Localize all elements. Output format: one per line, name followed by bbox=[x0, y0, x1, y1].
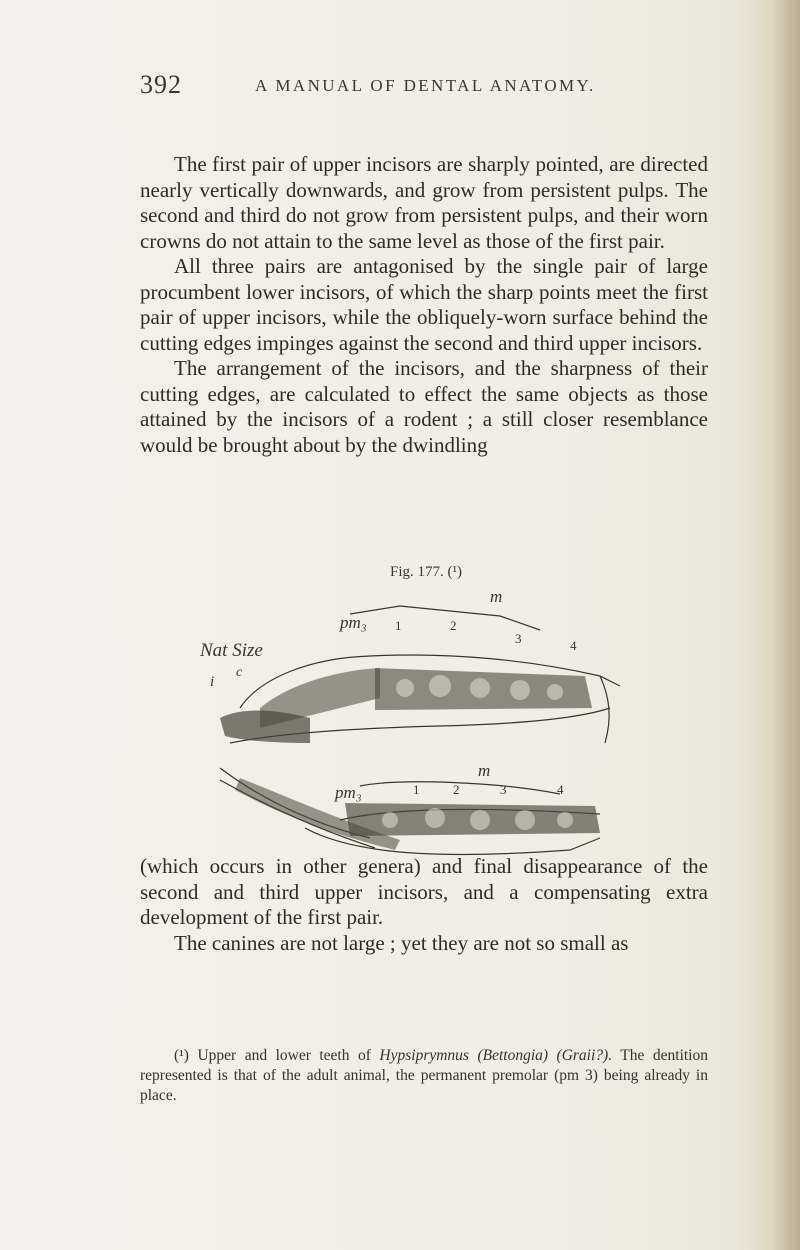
paragraph: The canines are not large ; yet they are not so small as bbox=[174, 930, 629, 955]
label-lower-2: 2 bbox=[453, 782, 460, 797]
upper-front-incisors bbox=[220, 711, 310, 744]
running-head: A MANUAL OF DENTAL ANATOMY. bbox=[255, 76, 596, 95]
label-upper-1: 1 bbox=[395, 618, 402, 633]
paragraph: (which occurs in other genera) and final disappearance of the second and third upper incisors, and a compensating extra development of the first pair. bbox=[140, 854, 708, 929]
body-text-after-figure bbox=[140, 854, 708, 956]
label-nat-size: Nat Size bbox=[200, 640, 263, 661]
label-upper-4: 4 bbox=[570, 638, 577, 653]
page-edge-shadow bbox=[754, 0, 800, 1250]
lower-brace-line bbox=[360, 782, 560, 794]
label-lower-1: 1 bbox=[413, 782, 420, 797]
figure-caption: Fig. 177. (¹) bbox=[390, 564, 462, 580]
paragraph: The arrangement of the incisors, and the sharpness of their cutting edges, are calculated to effect the same objects as those attained by the incisors of a rodent ; a still closer resemblance would be brought about by the dwindling bbox=[140, 356, 708, 457]
label-lower-pm: pm₃ bbox=[335, 783, 362, 802]
figure-177 bbox=[200, 558, 640, 858]
body-text-before-figure bbox=[140, 152, 708, 458]
label-upper-pm: pm₃ bbox=[340, 613, 367, 632]
label-lower-4: 4 bbox=[557, 782, 564, 797]
paragraph: All three pairs are antagonised by the single pair of large procumbent lower incisors, of which the sharp points meet the first pair of upper incisors, while the obliquely-worn surface behind the cutting edges impinges against the second and third upper incisors. bbox=[140, 254, 708, 355]
footnote-text-b: The dentition represented is that of the adult animal, the permanent premolar (pm 3) being already in place. bbox=[140, 1047, 708, 1104]
footnote bbox=[140, 1046, 708, 1106]
footnote-species: Hypsiprymnus (Bettongia) (Graii?). bbox=[379, 1047, 613, 1064]
upper-brace-line bbox=[350, 606, 540, 630]
label-lower-3: 3 bbox=[500, 782, 507, 797]
label-lower-m: m bbox=[478, 761, 491, 780]
footnote-paragraph bbox=[140, 1046, 708, 1106]
footnote-marker: (¹) bbox=[174, 1047, 189, 1064]
label-upper-2: 2 bbox=[450, 618, 457, 633]
page-number: 392 bbox=[140, 70, 182, 99]
label-c: c bbox=[236, 665, 243, 680]
page-header bbox=[140, 70, 700, 104]
paragraph: The first pair of upper incisors are sharply pointed, are directed nearly vertically downwards, and grow from persistent pulps. The second and third do not grow from persistent pulps, and their worn crowns do not attain to the same level as those of the first pair. bbox=[140, 152, 708, 253]
footnote-text-a: Upper and lower teeth of bbox=[197, 1047, 371, 1064]
label-upper-3: 3 bbox=[515, 631, 522, 646]
label-i: i bbox=[210, 674, 215, 690]
label-upper-m: m bbox=[490, 587, 503, 606]
jaw-illustration bbox=[200, 558, 640, 858]
